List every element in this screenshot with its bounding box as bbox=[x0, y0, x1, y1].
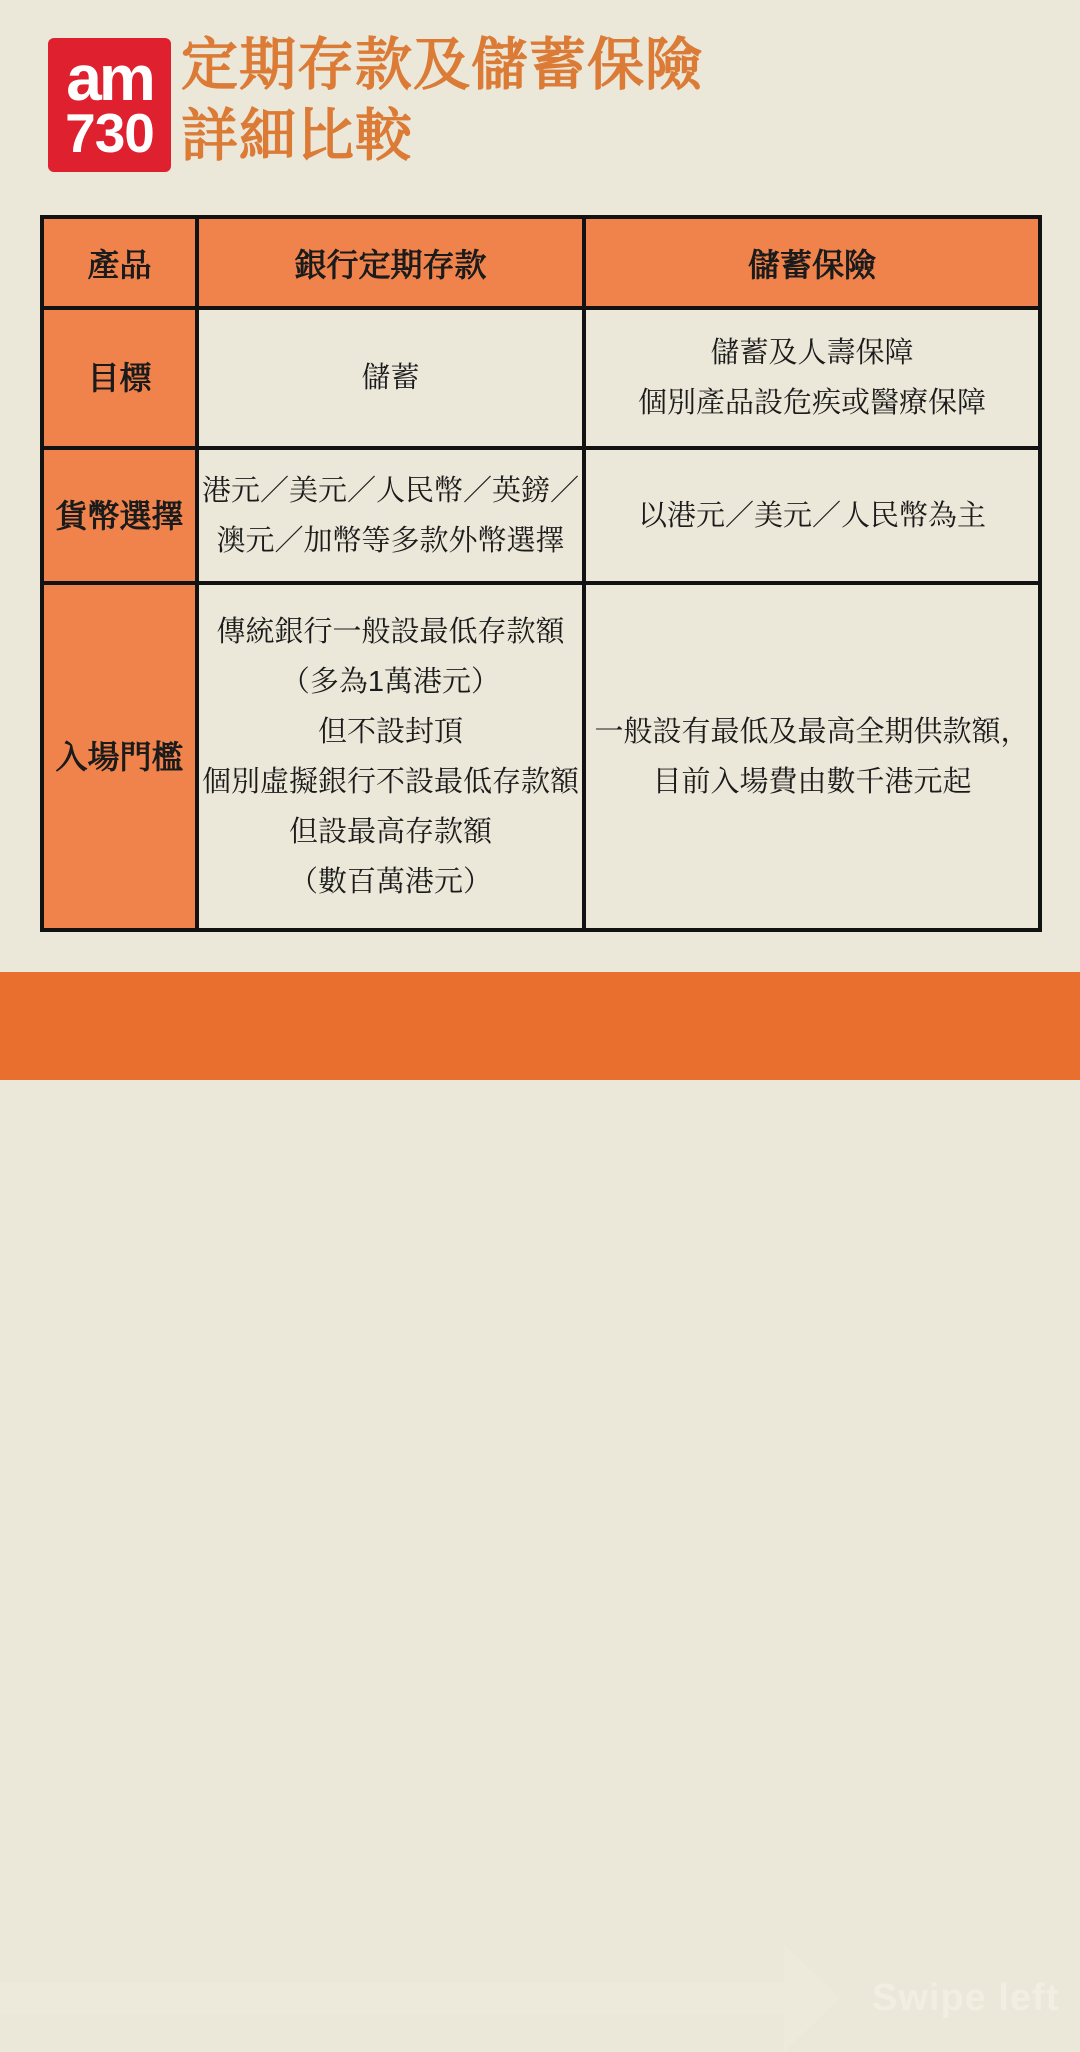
logo-text-730: 730 bbox=[65, 101, 154, 164]
page-title bbox=[181, 30, 703, 172]
swipe-arrow-shaft bbox=[0, 1983, 787, 2014]
cell-line: 但不設封頂 bbox=[317, 715, 463, 748]
row-label bbox=[42, 308, 197, 448]
page-title-line1: 定期存款及儲蓄保險 bbox=[181, 33, 703, 97]
cell-line: （多為1萬港元） bbox=[280, 665, 501, 698]
swipe-left-banner[interactable] bbox=[0, 972, 1080, 2019]
cell-line: 澳元／加幣等多款外幣選擇 bbox=[216, 524, 565, 557]
cell-line: （數百萬港元） bbox=[288, 865, 492, 898]
cell-line: 目標 bbox=[87, 360, 152, 396]
cell-line: 貨幣選擇 bbox=[55, 497, 184, 534]
savings-insurance-cell bbox=[584, 308, 1040, 448]
cell-line: 但設最高存款額 bbox=[288, 815, 492, 848]
cell-line: 一般設有最低及最高全期供款額， bbox=[594, 715, 1030, 748]
column-header-savings-insurance: 儲蓄保險 bbox=[584, 217, 1040, 308]
cell-line: 儲蓄及人壽保障 bbox=[710, 337, 914, 369]
row-label bbox=[42, 448, 197, 583]
column-header-product: 產品 bbox=[42, 217, 197, 308]
cell-line: 港元／美元／人民幣／英鎊／ bbox=[201, 474, 579, 507]
bank-deposit-cell bbox=[197, 308, 584, 448]
cell-line: 儲蓄 bbox=[361, 362, 420, 394]
row-label bbox=[42, 583, 197, 930]
swipe-arrow-icon bbox=[784, 1944, 840, 2052]
cell-line: 傳統銀行一般設最低存款額 bbox=[216, 615, 565, 648]
column-header-bank-deposit: 銀行定期存款 bbox=[197, 217, 584, 308]
page-title-line2: 詳細比較 bbox=[181, 104, 413, 168]
bank-deposit-cell bbox=[197, 583, 584, 930]
logo-text-am: am bbox=[66, 41, 153, 114]
savings-insurance-cell bbox=[584, 583, 1040, 930]
cell-line: 個別虛擬銀行不設最低存款額 bbox=[201, 765, 579, 798]
comparison-table bbox=[40, 215, 1042, 932]
cell-line: 個別產品設危疾或醫療保障 bbox=[637, 387, 986, 419]
savings-insurance-cell bbox=[584, 448, 1040, 583]
cell-line: 入場門檻 bbox=[55, 738, 184, 775]
bank-deposit-cell bbox=[197, 448, 584, 583]
cell-line: 以港元／美元／人民幣為主 bbox=[637, 499, 986, 532]
swipe-left-label: Swipe left bbox=[872, 1976, 1060, 2019]
am730-logo bbox=[48, 38, 171, 172]
cell-line: 目前入場費由數千港元起 bbox=[652, 765, 972, 798]
